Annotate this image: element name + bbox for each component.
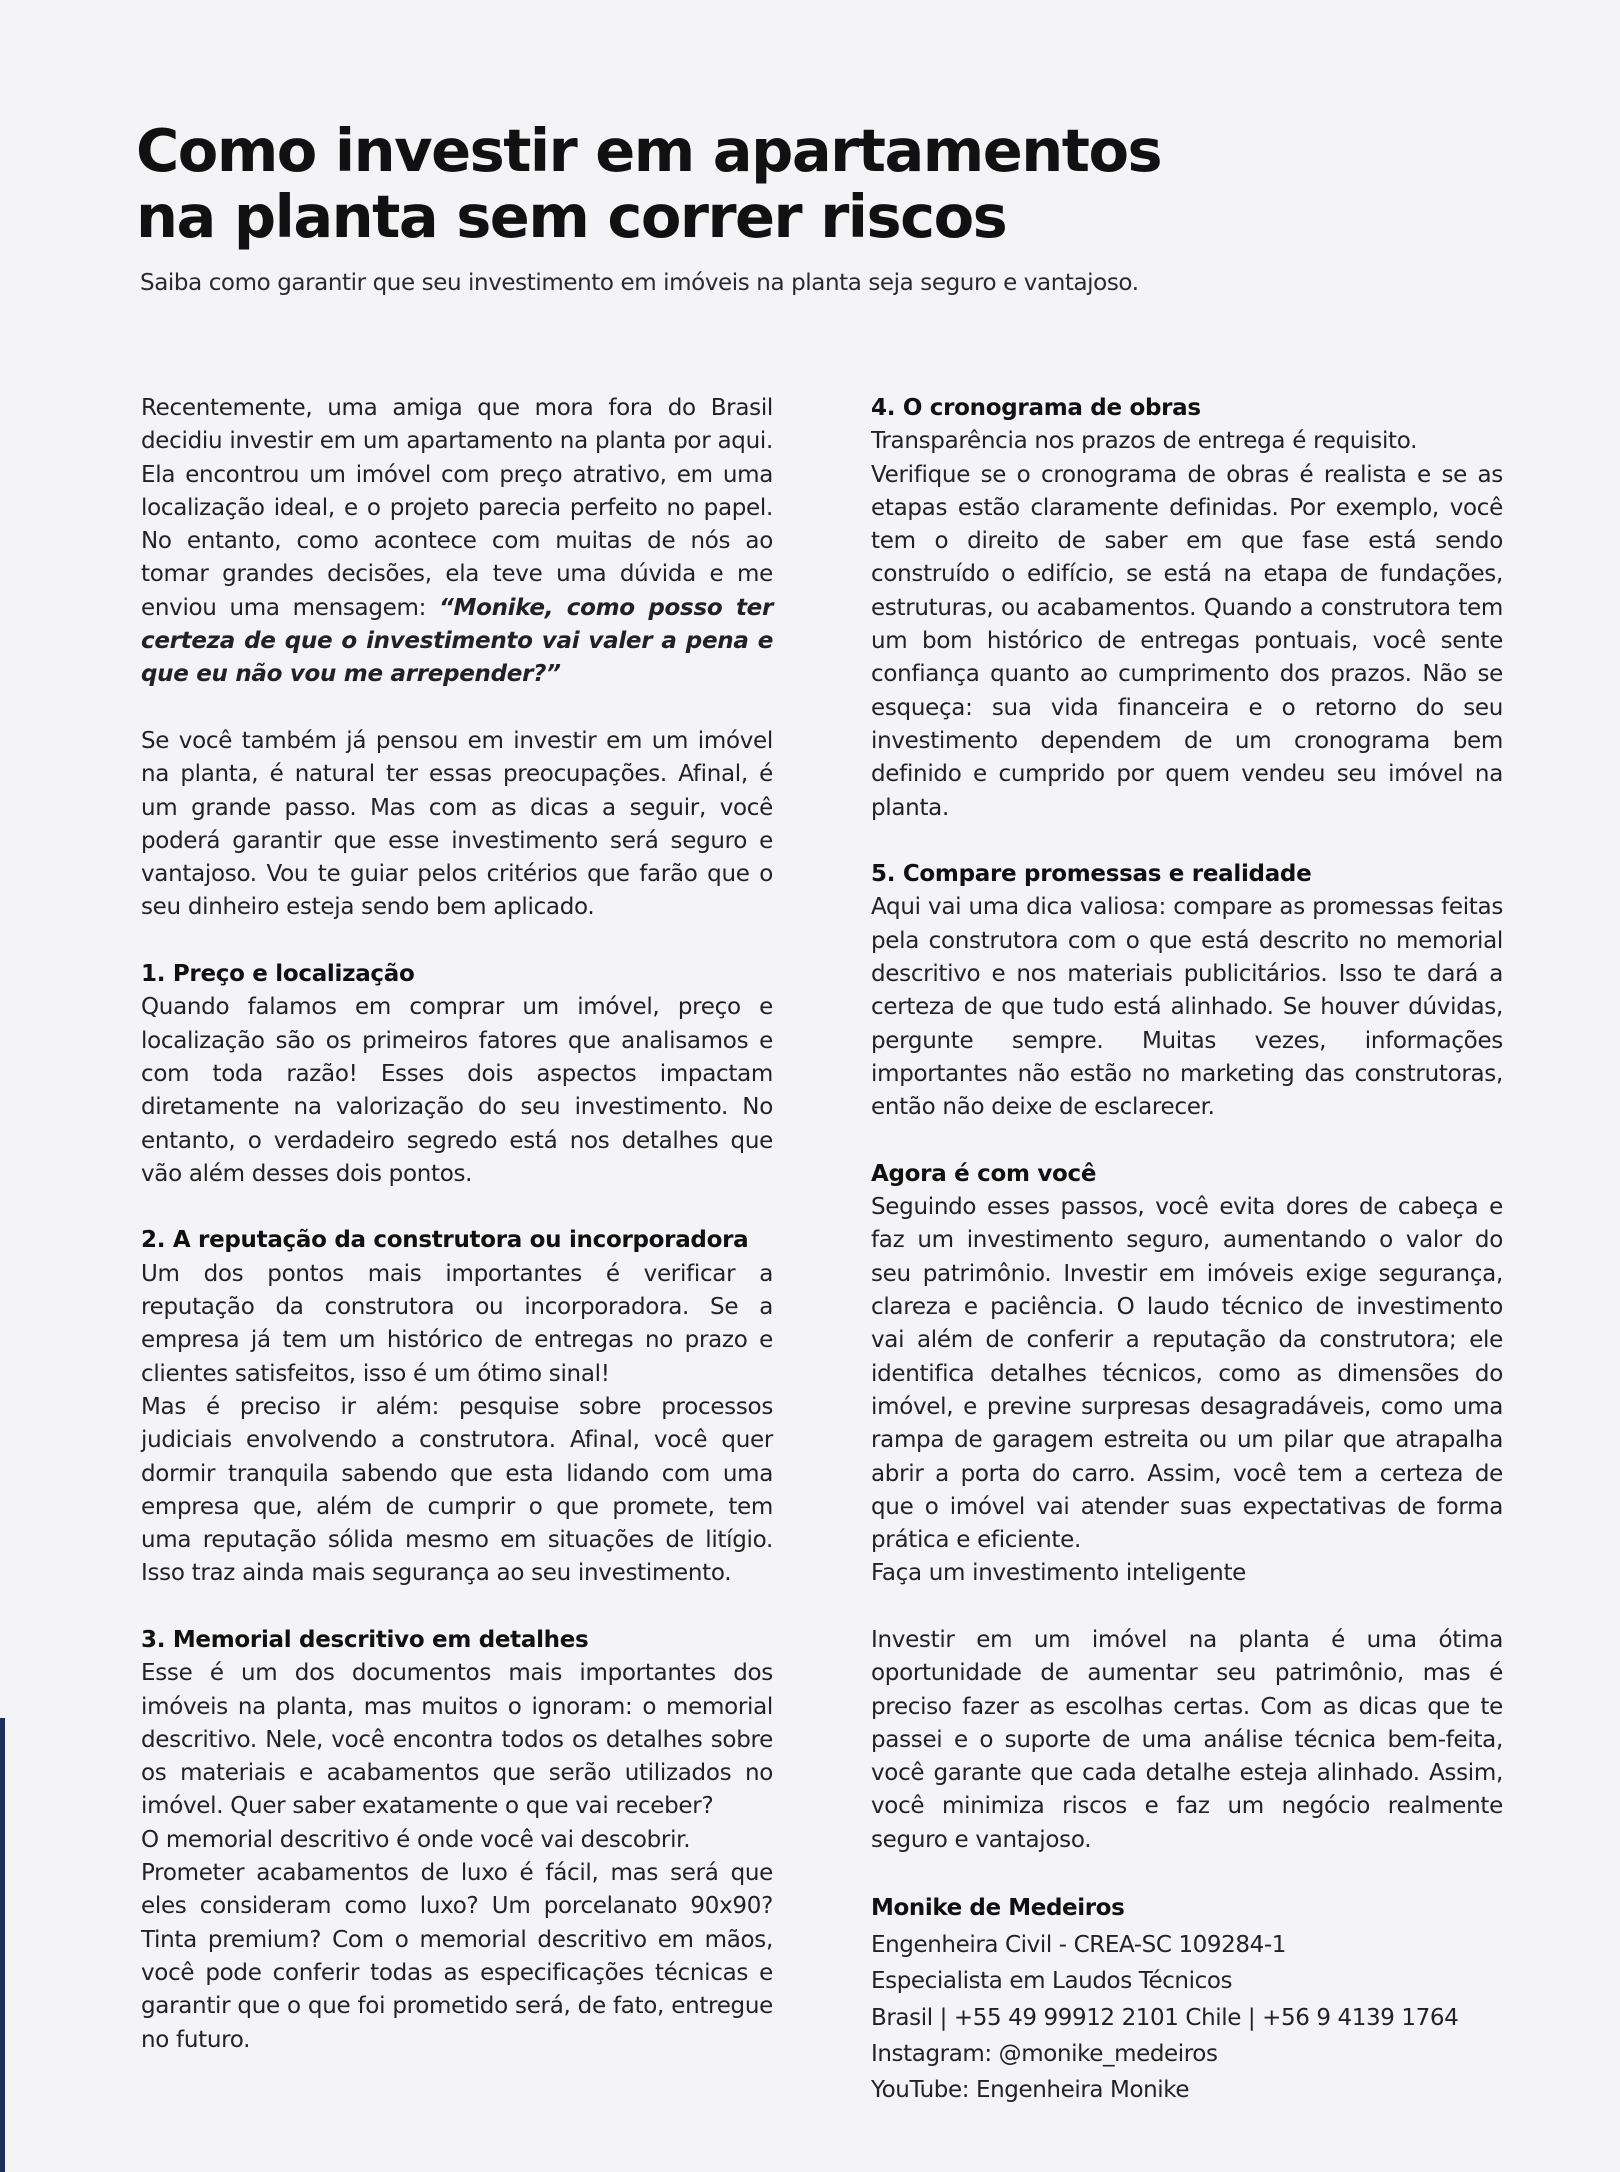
intro-paragraph-2: Se você também já pensou em investir em um imóvel na planta, é natural ter essas preocupações. Afinal, é um grande passo. Mas com as dicas a seguir, você poderá garantir que esse investimento será seguro e vantajoso. Vou te guiar pelos critérios que farão que o seu dinheiro esteja sendo bem aplicado. <box>141 727 773 921</box>
section-heading-compare: 5. Compare promessas e realidade <box>871 861 1312 888</box>
section-text-now-you-2: Faça um investimento inteligente <box>871 1560 1247 1587</box>
author-youtube: YouTube: Engenheira Monike <box>871 2077 1190 2104</box>
intro-quote: “Monike, como posso ter certeza de que o investimento vai valer a pena e que eu não vou me arrepender?” <box>141 594 774 688</box>
section-heading-now-you: Agora é com você <box>871 1160 1097 1187</box>
article-subtitle: Saiba como garantir que seu investimento em imóveis na planta seja seguro e vantajoso. <box>140 270 1139 296</box>
page-edge-accent-bar <box>0 1718 5 2172</box>
author-phones: Brasil | +55 49 99912 2101 Chile | +56 9 4139 1764 <box>871 2004 1459 2031</box>
section-text-price-location: Quando falamos em comprar um imóvel, preço e localização são os primeiros fatores que analisamos e com toda razão! Esses dois aspectos impactam diretamente na valorização do seu investimento. No entanto, o verdadeiro segredo está nos detalhes que vão além desses dois pontos. <box>141 994 773 1187</box>
section-text-memorial-3: Prometer acabamentos de luxo é fácil, mas será que eles consideram como luxo? Um porcelanato 90x90? Tinta premium? Com o memorial descritivo em mãos, você pode conferir todas as especificações técnicas e garantir que o que foi prometido será, de fato, entregue no futuro. <box>141 1860 773 2053</box>
intro-paragraph-1 <box>141 392 773 692</box>
article-title-line-1: Como investir em apartamentos <box>136 116 1162 185</box>
section-text-schedule-2: Verifique se o cronograma de obras é realista e se as etapas estão claramente definidas. Por exemplo, você tem o direito de saber em que fase está sendo construído o edifício, se está na etapa de fundações, estruturas, ou acabamentos. Quando a construtora tem um bom histórico de entregas pontuais, você sente confiança quanto ao cumprimento dos prazos. Não se esqueça: sua vida financeira e o retorno do seu investimento dependem de um cronograma bem definido e cumprido por quem vendeu seu imóvel na planta. <box>871 461 1503 821</box>
section-text-now-you-1: Seguindo esses passos, você evita dores de cabeça e faz um investimento seguro, aumentando o valor do seu patrimônio. Investir em imóveis exige segurança, clareza e paciência. O laudo técnico de investimento vai além de conferir a reputação da construtora; ele identifica detalhes técnicos, como as dimensões do imóvel, e previne surpresas desagradáveis, como uma rampa de garagem estreita ou um pilar que atrapalha abrir a porta do carro. Assim, você tem a certeza de que o imóvel vai atender suas expectativas de forma prática e eficiente. <box>871 1194 1503 1554</box>
article-title-line-2: na planta sem correr riscos <box>136 182 1007 251</box>
section-text-reputation-1: Um dos pontos mais importantes é verificar a reputação da construtora ou incorporadora. Se a empresa já tem um histórico de entregas no prazo e clientes satisfeitos, isso é um ótimo sinal! <box>141 1260 773 1387</box>
section-text-memorial-2: O memorial descritivo é onde você vai descobrir. <box>141 1826 691 1853</box>
section-text-compare: Aqui vai uma dica valiosa: compare as promessas feitas pela construtora com o que está descrito no memorial descritivo e nos materiais publicitários. Isso te dará a certeza de que tudo está alinhado. Se houver dúvidas, pergunte sempre. Muitas vezes, informações importantes não estão no marketing das construtoras, então não deixe de esclarecer. <box>871 894 1503 1121</box>
section-heading-schedule: 4. O cronograma de obras <box>871 395 1201 421</box>
author-specialty: Especialista em Laudos Técnicos <box>871 1968 1233 1995</box>
section-text-schedule-1: Transparência nos prazos de entrega é requisito. <box>871 428 1418 455</box>
section-text-memorial-1: Esse é um dos documentos mais importantes dos imóveis na planta, mas muitos o ignoram: o memorial descritivo. Nele, você encontra todos os detalhes sobre os materiais e acabamentos que serão utilizados no imóvel. Quer saber exatamente o que vai receber? <box>141 1660 773 1820</box>
author-instagram: Instagram: @monike_medeiros <box>871 2040 1218 2067</box>
author-signature <box>871 1890 1503 2108</box>
section-heading-memorial: 3. Memorial descritivo em detalhes <box>141 1626 589 1653</box>
section-heading-reputation: 2. A reputação da construtora ou incorporadora <box>141 1227 749 1254</box>
section-text-reputation-2: Mas é preciso ir além: pesquise sobre processos judiciais envolvendo a construtora. Afinal, você quer dormir tranquila sabendo que esta lidando com uma empresa que, além de cumprir o que promete, tem uma reputação sólida mesmo em situações de litígio. Isso traz ainda mais segurança ao seu investimento. <box>141 1393 773 1587</box>
right-column <box>871 392 1503 2109</box>
author-credential: Engenheira Civil - CREA-SC 109284-1 <box>871 1931 1286 1958</box>
closing-paragraph: Investir em um imóvel na planta é uma ótima oportunidade de aumentar seu patrimônio, mas é preciso fazer as escolhas certas. Com as dicas que te passei e o suporte de uma análise técnica bem-feita, você garante que cada detalhe esteja alinhado. Assim, você minimiza riscos e faz um negócio realmente seguro e vantajoso. <box>871 1626 1503 1853</box>
author-name: Monike de Medeiros <box>871 1895 1125 1922</box>
intro-paragraph-1-text: Recentemente, uma amiga que mora fora do Brasil decidiu investir em um apartamento na planta por aqui. Ela encontrou um imóvel com preço atrativo, em uma localização ideal, e o projeto parecia perfeito no papel. No entanto, como acontece com muitas de nós ao tomar grandes decisões, ela teve uma dúvida e me enviou uma mensagem: <box>141 395 773 621</box>
article-title <box>136 118 1436 250</box>
left-column <box>141 392 773 2057</box>
section-heading-price-location: 1. Preço e localização <box>141 961 415 988</box>
